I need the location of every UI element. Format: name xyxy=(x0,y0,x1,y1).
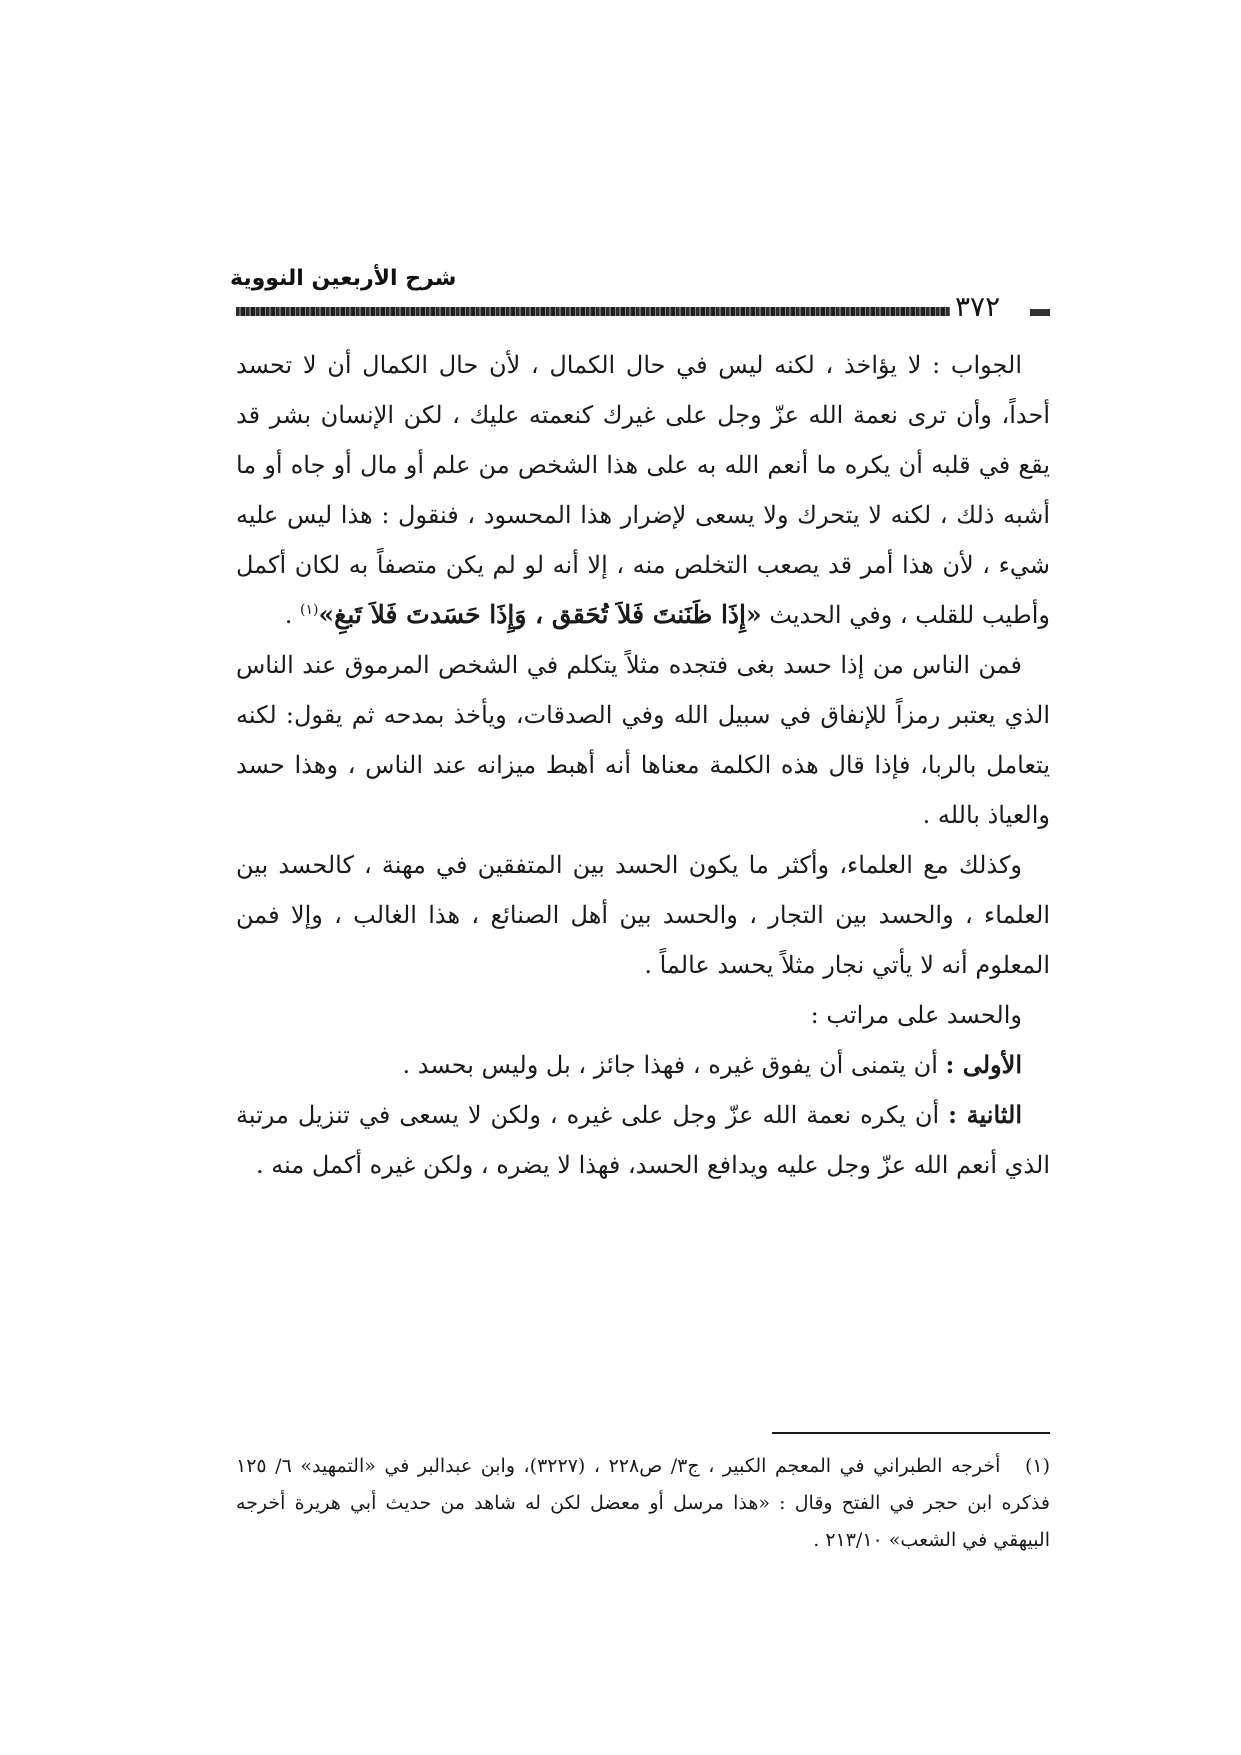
level-second xyxy=(236,1090,1050,1190)
paragraph-answer xyxy=(236,340,1050,640)
level-second-text: أن يكره نعمة الله عزّ وجل على غيره ، ولكن لا يسعى في تنزيل مرتبة الذي أنعم الله عزّ وجل عليه ويدافع الحسد، فهذا لا يضره ، ولكن غيره أكمل منه . xyxy=(236,1101,1050,1179)
level-first-text: أن يتمنى أن يفوق غيره ، فهذا جائز ، بل وليس بحسد . xyxy=(402,1051,938,1079)
footnote-item xyxy=(236,1448,1050,1559)
footnotes xyxy=(236,1448,1050,1559)
hadith-quote: «إِذَا ظَنَنتَ فَلاَ تُحَقق ، وَإِذَا حَسَدتَ فَلاَ تَبغِ» xyxy=(318,600,762,629)
footnote-reference[interactable]: (١) xyxy=(300,602,319,618)
paragraph-scholars: وكذلك مع العلماء، وأكثر ما يكون الحسد بين المتفقين في مهنة ، كالحسد بين العلماء ، والحسد بين التجار ، والحسد بين أهل الصنائع ، هذا الغالب ، وإلا فمن المعلوم أنه لا يأتي نجار مثلاً يحسد عالماً . xyxy=(236,851,1050,979)
paragraph-envy-levels: والحسد على مراتب : xyxy=(810,1001,1022,1029)
page-number-ornament xyxy=(1030,309,1050,316)
main-text xyxy=(236,340,1050,1190)
page-number: ٣٧٢ xyxy=(955,290,1001,323)
level-first-label: الأولى : xyxy=(945,1050,1022,1079)
level-second-label: الثانية : xyxy=(948,1100,1022,1129)
paragraph-answer-end: . xyxy=(284,601,293,629)
footnote-text: أخرجه الطبراني في المعجم الكبير ، ج٣/ ص٢٢٨ ، (٣٢٢٧)، وابن عبدالبر في «التمهيد» ٦/ ١٢٥ فذكره ابن حجر في الفتح وقال : «هذا مرسل أو معضل لكن له شاهد من حديث أبي هريرة أخرجه البيهقي في الشعب» ٢١٣/١٠ . xyxy=(236,1455,1050,1551)
paragraph-answer-text: الجواب : لا يؤاخذ ، لكنه ليس في حال الكمال ، لأن حال الكمال أن لا تحسد أحداً، وأن ترى نعمة الله عزّ وجل على غيرك كنعمته عليك ، لكن الإنسان بشر قد يقع في قلبه أن يكره ما أنعم الله به على هذا الشخص من علم أو مال أو جاه أو ما أشبه ذلك ، لكنه لا يتحرك ولا يسعى لإضرار هذا المحسود ، فنقول : هذا ليس عليه شيء ، لأن هذا أمر قد يصعب التخلص منه ، إلا أنه لو لم يكن متصفاً به لكان أكمل وأطيب للقلب ، وفي الحديث xyxy=(236,351,1050,629)
footnote-separator xyxy=(772,1432,1050,1434)
level-first xyxy=(236,1040,1050,1090)
header-rule xyxy=(236,307,950,316)
paragraph-envy-example: فمن الناس من إذا حسد بغى فتجده مثلاً يتكلم في الشخص المرموق عند الناس الذي يعتبر رمزاً للإنفاق في سبيل الله وفي الصدقات، ويأخذ بمدحه ثم يقول: لكنه يتعامل بالربا، فإذا قال هذه الكلمة معناها أنه أهبط ميزانه عند الناس ، وهذا حسد والعياذ بالله . xyxy=(236,651,1051,829)
footnote-number: (١) xyxy=(1024,1455,1051,1477)
running-header-title: شرح الأربعين النووية xyxy=(230,266,457,291)
